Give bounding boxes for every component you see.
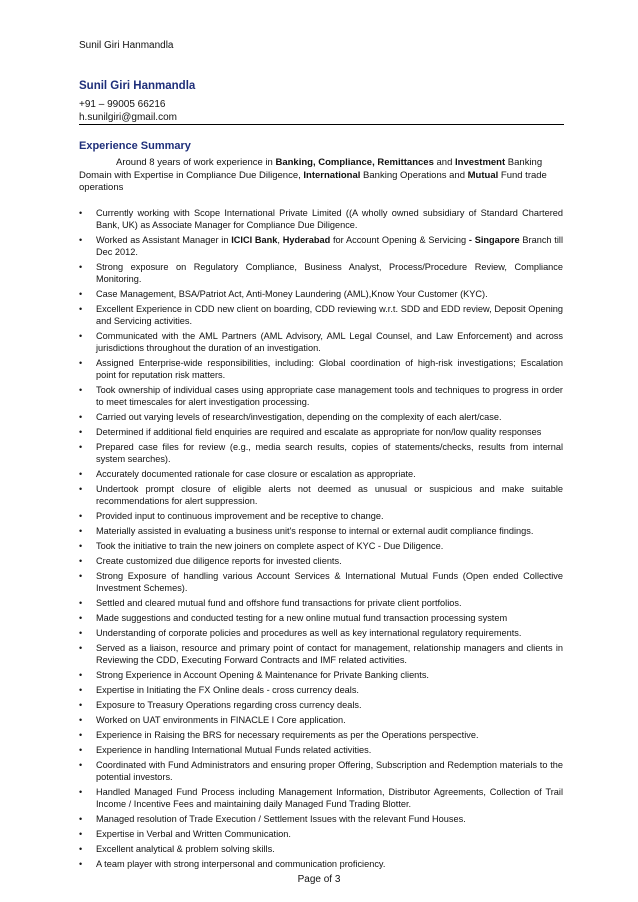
text-run: Banking Operations and	[360, 169, 468, 181]
text-run: Currently working with Scope International Private Limited ((A wholly owned subsidiary of Standard Chartered Bank, UK) as Associate Manager for Compliance Due Diligence.	[96, 208, 563, 230]
experience-bullet-item	[79, 330, 563, 354]
experience-bullet-item	[79, 483, 563, 507]
experience-bullet-item	[79, 597, 563, 609]
text-run: Determined if additional field enquiries are required and escalate as appropriate for non/low quality responses	[96, 427, 542, 437]
candidate-name: Sunil Giri Hanmandla	[79, 80, 196, 92]
text-run: Assigned Enterprise-wide responsibilities, including: Global coordination of high-risk investigations; Escalation point for reputation risk matters.	[96, 358, 563, 380]
text-run: Coordinated with Fund Administrators and ensuring proper Offering, Subscription and Redemption materials to the potential investors.	[96, 760, 563, 782]
text-run: Accurately documented rationale for case closure or escalation as appropriate.	[96, 469, 416, 479]
bold-text-run: Mutual	[467, 169, 499, 181]
text-run: Fund trade operations	[79, 169, 547, 193]
experience-bullet-item	[79, 669, 563, 681]
experience-bullet-item	[79, 612, 563, 624]
text-run: and	[433, 157, 455, 168]
experience-bullet-item	[79, 357, 563, 381]
text-run: Made suggestions and conducted testing for a new online mutual fund transaction processing system	[96, 613, 508, 623]
header-divider	[79, 124, 564, 125]
bold-text-run: Investment	[455, 157, 506, 168]
text-run: Experience in Raising the BRS for necessary requirements as per the Operations perspective.	[96, 730, 479, 740]
experience-bullet-item	[79, 411, 563, 423]
experience-bullet-item	[79, 261, 563, 285]
text-run: Undertook prompt closure of eligible alerts not deemed as unusual or suspicious and make suitable recommendations for alert suppression.	[96, 484, 563, 506]
experience-bullet-item	[79, 207, 563, 231]
text-run: Materially assisted in evaluating a business unit's response to internal or external audit compliance findings.	[96, 526, 534, 536]
experience-bullet-item	[79, 426, 563, 438]
experience-bullet-item	[79, 828, 563, 840]
text-run: Strong Exposure of handling various Account Services & International Mutual Funds (Open ended Collective Investment Schemes).	[96, 571, 563, 593]
text-run: for Account Opening & Servicing	[330, 235, 469, 245]
text-run: Create customized due diligence reports for invested clients.	[96, 556, 342, 566]
text-run: Case Management, BSA/Patriot Act, Anti-Money Laundering (AML),Know Your Customer (KYC).	[96, 289, 488, 299]
text-run: Excellent Experience in CDD new client on boarding, CDD reviewing w.r.t. SDD and EDD review, Deposit Opening and Servicing activities.	[96, 304, 563, 326]
text-run: Settled and cleared mutual fund and offshore fund transactions for private client portfolios.	[96, 598, 462, 608]
experience-bullet-item	[79, 555, 563, 567]
experience-bullet-item	[79, 510, 563, 522]
page-number: Page of 3	[297, 874, 341, 885]
text-run: Prepared case files for review (e.g., media search results, copies of statements/checks, results from internal system searches).	[96, 442, 563, 464]
text-run: Expertise in Verbal and Written Communication.	[96, 829, 291, 839]
text-run: Around 8 years of work experience in	[116, 157, 276, 168]
text-run: Branch till Dec 2012.	[96, 235, 563, 257]
experience-bullet-item	[79, 303, 563, 327]
text-run: Exposure to Treasury Operations regarding cross currency deals.	[96, 700, 362, 710]
text-run: ,	[277, 235, 283, 245]
text-run: Worked as Assistant Manager in	[96, 235, 232, 245]
summary-text	[79, 157, 547, 193]
text-run: Excellent analytical & problem solving skills.	[96, 844, 275, 854]
experience-bullet-item	[79, 714, 563, 726]
experience-bullet-list	[79, 207, 563, 873]
running-header: Sunil Giri Hanmandla	[79, 40, 174, 51]
experience-bullet-item	[79, 729, 563, 741]
text-run: Strong Experience in Account Opening & Maintenance for Private Banking clients.	[96, 670, 429, 680]
experience-bullet-item	[79, 468, 563, 480]
experience-bullet-item	[79, 234, 563, 258]
experience-bullet-item	[79, 525, 563, 537]
text-run: A team player with strong interpersonal and communication proficiency.	[96, 859, 386, 869]
summary-paragraph	[79, 157, 561, 195]
experience-bullet-item	[79, 759, 563, 783]
bold-text-run: Banking, Compliance, Remittances	[275, 157, 434, 168]
experience-bullet-item	[79, 699, 563, 711]
experience-bullet-item	[79, 843, 563, 855]
phone-number: +91 – 99005 66216	[79, 99, 166, 110]
bold-text-run: International	[303, 169, 361, 181]
bold-text-run: - Singapore	[468, 235, 520, 245]
experience-bullet-item	[79, 570, 563, 594]
text-run: Served as a liaison, resource and primary point of contact for management, relationship managers and clients in Reviewing the CDD, Executing Forward Contracts and IMF related activities.	[96, 643, 563, 665]
experience-bullet-item	[79, 813, 563, 825]
text-run: Understanding of corporate policies and procedures as well as key international regulatory requirements.	[96, 628, 522, 638]
text-run: Handled Managed Fund Process including Management Information, Distributor Agreements, Collection of Trail Income / Incentive Fees and maintaining daily Managed Fund Trading Blotter.	[96, 787, 563, 809]
text-run: Managed resolution of Trade Execution / Settlement Issues with the relevant Fund Houses.	[96, 814, 466, 824]
experience-bullet-item	[79, 540, 563, 552]
experience-bullet-item	[79, 786, 563, 810]
text-run: Took ownership of individual cases using appropriate case management tools and techniques to progress in order to meet timescales for alert investigation processing.	[96, 385, 563, 407]
text-run: Took the initiative to train the new joiners on complete aspect of KYC - Due Diligence.	[96, 541, 444, 551]
text-run: Communicated with the AML Partners (AML Advisory, AML Legal Counsel, and Law Enforcement) and across jurisdictions throughout the duration of an investigation.	[96, 331, 563, 353]
experience-bullet-item	[79, 441, 563, 465]
text-run: Strong exposure on Regulatory Compliance, Business Analyst, Process/Procedure Review, Compliance Monitoring.	[96, 262, 563, 284]
email-address: h.sunilgiri@gmail.com	[79, 112, 177, 123]
bold-text-run: Hyderabad	[282, 235, 331, 245]
text-run: Carried out varying levels of research/investigation, depending on the complexity of each alert/case.	[96, 412, 502, 422]
experience-bullet-item	[79, 684, 563, 696]
experience-bullet-item	[79, 384, 563, 408]
experience-bullet-item	[79, 744, 563, 756]
text-run: Expertise in Initiating the FX Online deals - cross currency deals.	[96, 685, 359, 695]
experience-bullet-item	[79, 288, 563, 300]
contact-block	[79, 98, 177, 124]
section-title-experience-summary: Experience Summary	[79, 140, 191, 152]
text-run: Provided input to continuous improvement and be receptive to change.	[96, 511, 384, 521]
experience-bullet-item	[79, 627, 563, 639]
text-run: Banking Domain with Expertise in Compliance Due Diligence,	[79, 157, 543, 181]
experience-bullet-item	[79, 858, 563, 870]
bold-text-run: ICICI Bank	[231, 235, 278, 245]
experience-bullet-item	[79, 642, 563, 666]
text-run: Experience in handling International Mutual Funds related activities.	[96, 745, 372, 755]
text-run: Worked on UAT environments in FINACLE I Core application.	[96, 715, 346, 725]
